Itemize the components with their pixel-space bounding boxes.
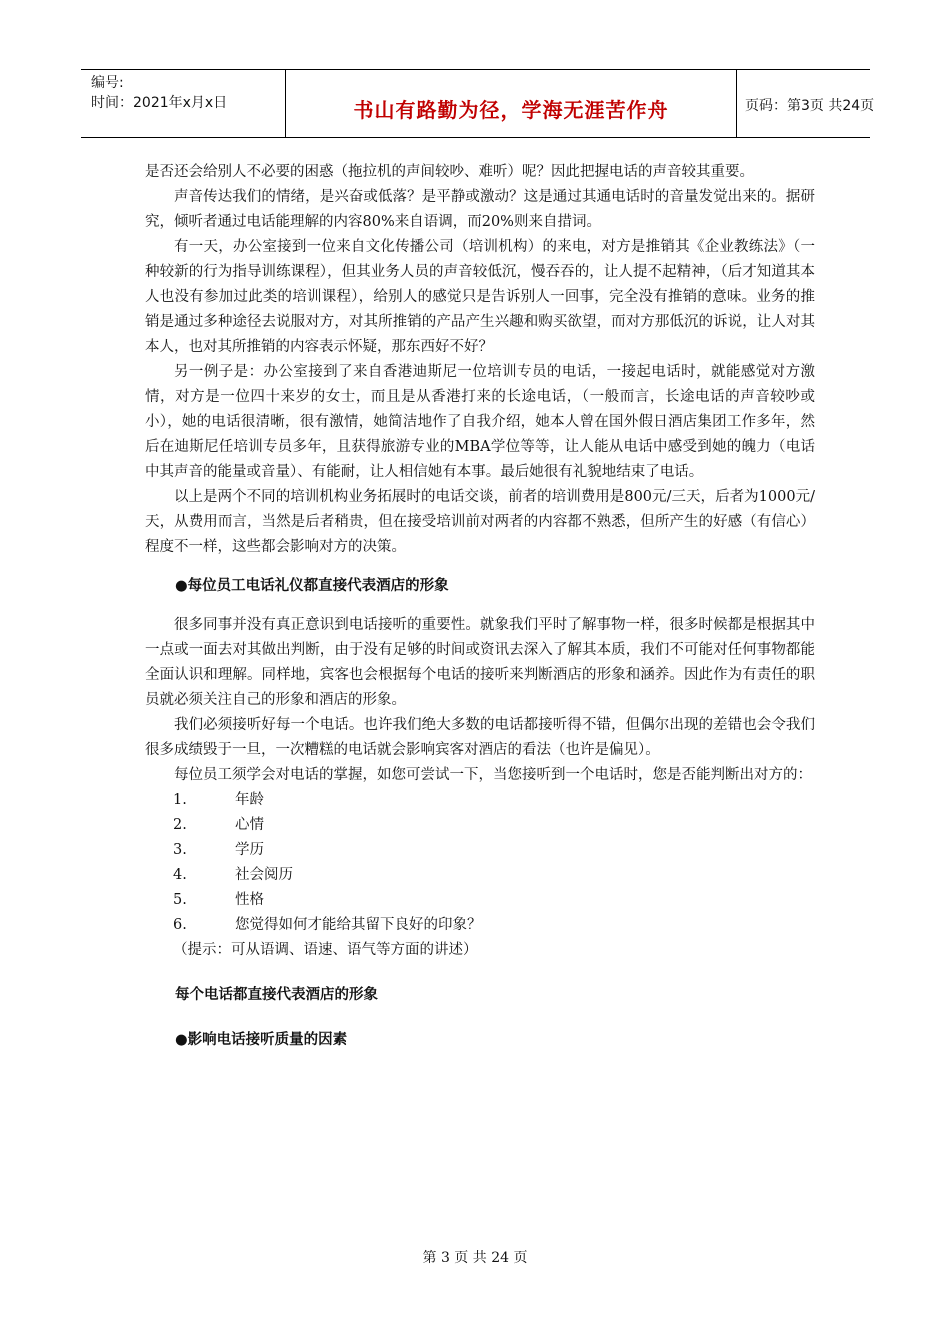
list-item: 5. 性格 (173, 892, 264, 908)
section-heading: ●每位员工电话礼仪都直接代表酒店的形象 (175, 578, 449, 594)
list-item: 6. 您觉得如何才能给其留下良好的印象？ (173, 917, 482, 933)
paragraph: 每位员工须学会对电话的掌握，如您可尝试一下，当您接听到一个电话时，您是否能判断出对方的： (174, 767, 812, 783)
paragraph: 声音传达我们的情绪，是兴奋或低落？是平静或激动？这是通过其通电话时的音量发觉出来的。据研究，倾听者通过电话能理解的内容80%来自语调，而20%则来自措词。 (145, 189, 815, 230)
list-item: 4. 社会阅历 (173, 867, 293, 883)
list-item: 2. 心情 (173, 817, 264, 833)
paragraph: 有一天，办公室接到一位来自文化传播公司（培训机构）的来电，对方是推销其《企业教练法》（一种较新的行为指导训练课程），但其业务人员的声音较低沉，慢吞吞的，让人提不起精神，（后才知道其本人也没有参加过此类的培训课程），给别人的感觉只是告诉别人一回事，完全没有推销的意味。业务的推销是通过多种途径去说服对方，对其所推销的产品产生兴趣和购买欲望，而对方那低沉的诉说，让人对其本人，也对其所推销的内容表示怀疑，那东西好不好？ (145, 239, 815, 355)
tip-note: （提示：可从语调、语速、语气等方面的讲述） (173, 942, 478, 958)
list-item: 3. 学历 (173, 842, 264, 858)
date-label: 时间：2021年x月x日 (91, 95, 228, 111)
header-meta-cell (81, 70, 286, 137)
paragraph: 以上是两个不同的培训机构业务拓展时的电话交谈，前者的培训费用是800元/三天，后者为1000元/天，从费用而言，当然是后者稍贵，但在接受培训前对两者的内容都不熟悉，但所产生的好感（有信心）程度不一样，这些都会影响对方的决策。 (145, 489, 815, 555)
section-heading: ●影响电话接听质量的因素 (175, 1032, 348, 1048)
header-page-cell (737, 70, 875, 137)
paragraph: 我们必须接听好每一个电话。也许我们绝大多数的电话都接听得不错，但偶尔出现的差错也会令我们很多成绩毁于一旦，一次糟糕的电话就会影响宾客对酒店的看法（也许是偏见）。 (145, 717, 815, 758)
motto: 书山有路勤为径，学海无涯苦作舟 (353, 98, 669, 122)
document-body (145, 160, 815, 1065)
paragraph: 是否还会给别人不必要的困惑（拖拉机的声间较吵、难听）呢？因此把握电话的声音较其重要。 (145, 164, 754, 180)
number-label: 编号: (91, 75, 124, 91)
page-info: 页码：第3页 共24页 (745, 98, 875, 114)
list-item: 1. 年龄 (173, 792, 264, 808)
page-footer: 第 3 页 共 24 页 (422, 1250, 528, 1266)
header-table (81, 69, 875, 138)
paragraph: 很多同事并没有真正意识到电话接听的重要性。就象我们平时了解事物一样，很多时候都是根据其中一点或一面去对其做出判断，由于没有足够的时间或资讯去深入了解其本质，我们不可能对任何事物都能全面认识和理解。同样地，宾客也会根据每个电话的接听来判断酒店的形象和涵养。因此作为有责任的职员就必须关注自己的形象和酒店的形象。 (145, 617, 815, 708)
paragraph: 另一例子是：办公室接到了来自香港迪斯尼一位培训专员的电话，一接起电话时，就能感觉对方激情，对方是一位四十来岁的女士，而且是从香港打来的长途电话，（一般而言，长途电话的声音较吵或小），她的电话很清晰，很有激情，她简洁地作了自我介绍，她本人曾在国外假日酒店集团工作多年，然后在迪斯尼任培训专员多年，且获得旅游专业的MBA学位等等，让人能从电话中感受到她的魄力（电话中其声音的能量或音量）、有能耐，让人相信她有本事。最后她很有礼貌地结束了电话。 (145, 364, 815, 480)
section-heading: 每个电话都直接代表酒店的形象 (175, 987, 378, 1003)
header-motto-cell (286, 70, 737, 137)
